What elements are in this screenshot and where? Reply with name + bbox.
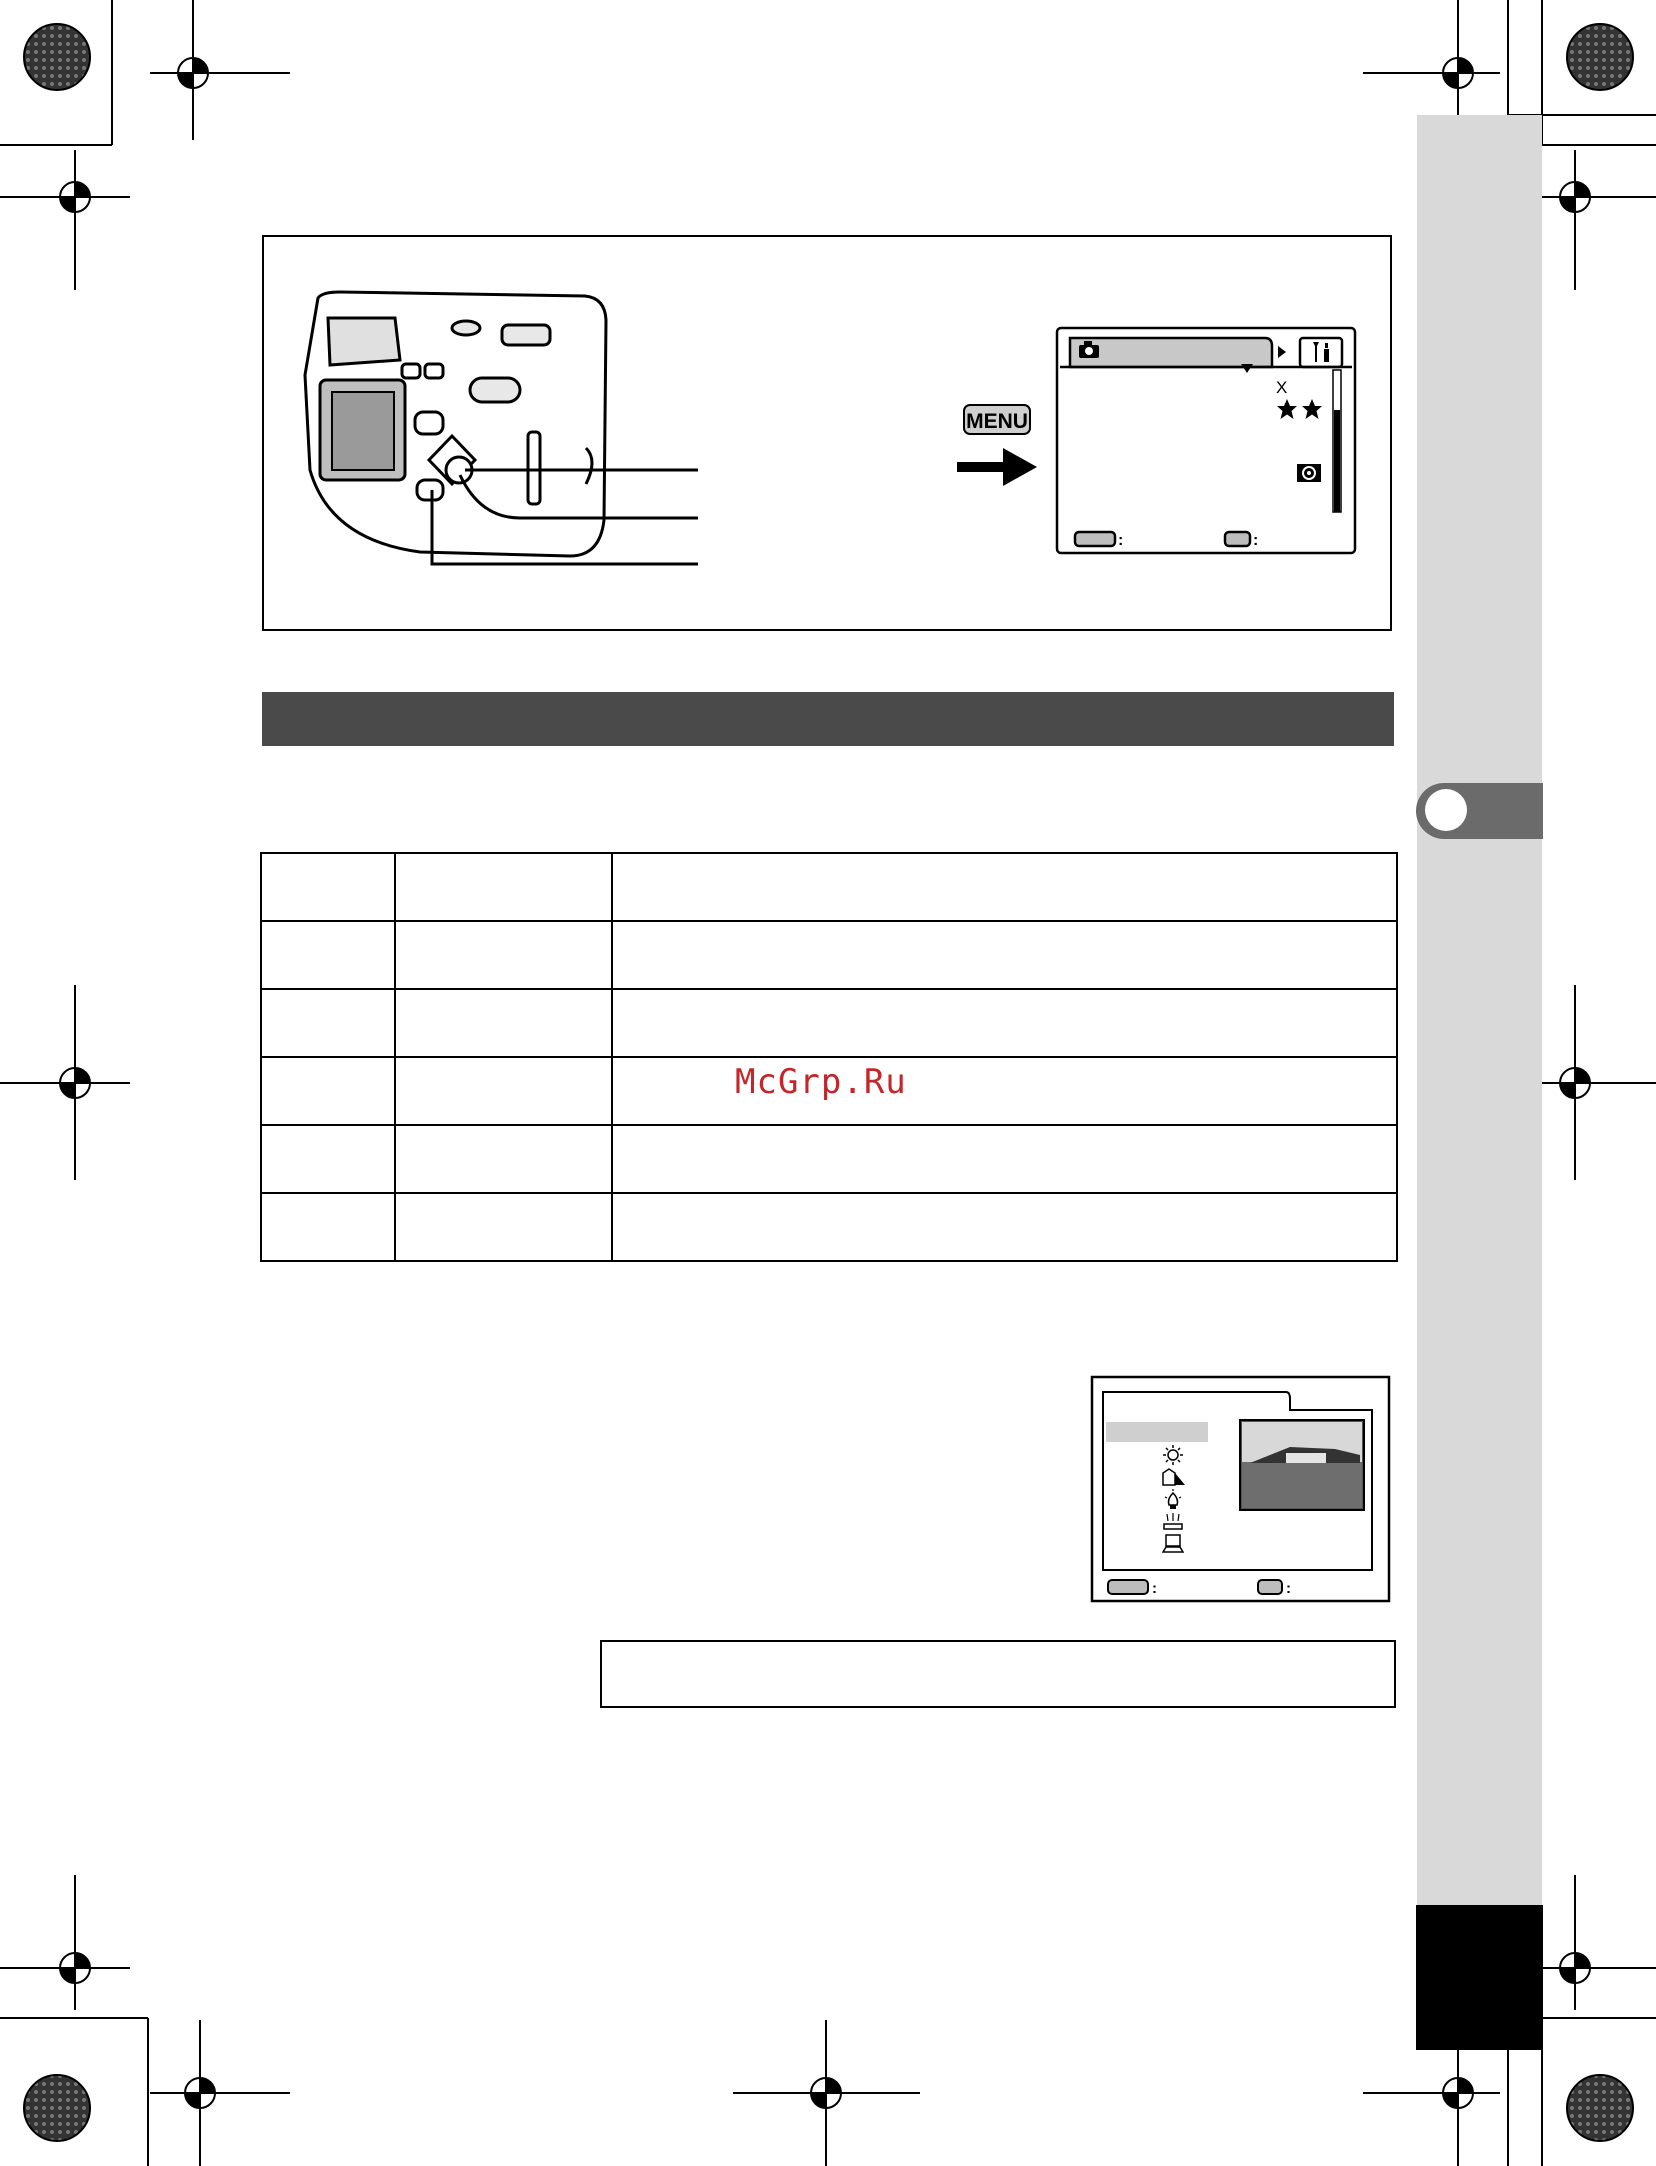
setup-wrench-icon (1310, 340, 1334, 364)
watermark-text: McGrp.Ru (735, 1062, 907, 1102)
svg-text:X: X (1276, 378, 1288, 397)
metering-icon (1296, 463, 1322, 483)
menu-button-key: MENU (963, 404, 1031, 435)
camera-icon (1078, 340, 1100, 360)
svg-text::: : (1118, 532, 1124, 549)
manual-wb-icon (1162, 1534, 1184, 1554)
star-icon (1301, 398, 1323, 420)
white-balance-options-table (260, 852, 1398, 1262)
camera-illustration (0, 0, 1656, 700)
fluorescent-icon (1162, 1512, 1184, 1532)
svg-text::: : (1152, 1580, 1157, 1597)
page-number-block (1416, 1905, 1543, 2050)
table-row (261, 921, 1397, 989)
section-heading-bar (262, 692, 1394, 746)
svg-text::: : (1286, 1580, 1291, 1597)
star-icon (1276, 398, 1298, 420)
table-row (261, 1193, 1397, 1261)
daylight-icon (1163, 1445, 1183, 1465)
svg-text::: : (1253, 532, 1259, 549)
shade-icon (1161, 1467, 1187, 1487)
white-balance-screen (1090, 1375, 1392, 1605)
tungsten-icon (1163, 1489, 1183, 1511)
note-box (600, 1640, 1396, 1708)
chapter-number-circle (1425, 789, 1467, 831)
table-row (261, 989, 1397, 1057)
table-row (261, 1125, 1397, 1193)
table-row (261, 853, 1397, 921)
